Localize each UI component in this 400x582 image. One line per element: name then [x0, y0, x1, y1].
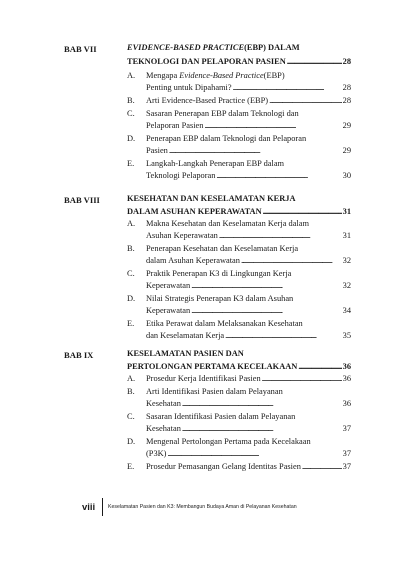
- running-head: Keselamatan Pasien dan K3: Membangun Budaya Aman di Pelayanan Kesehatan: [108, 504, 297, 510]
- chapter-title-line2[interactable]: TEKNOLOGI DAN PELAPORAN PASIEN . . . 28: [127, 57, 351, 67]
- toc-entry-line1: Sasaran Penerapan EBP dalam Teknologi dan: [146, 109, 299, 118]
- page-number: 36: [342, 362, 351, 371]
- toc-entry-line1: Penerapan Kesehatan dan Keselamatan Kerja: [146, 244, 299, 253]
- toc-entry[interactable]: Keperawatan . . . 34: [146, 306, 351, 316]
- toc-entry-line1: Penerapan EBP dalam Teknologi dan Pelaporan: [146, 134, 307, 143]
- toc-entry[interactable]: Kesehatan . . . 37: [146, 424, 351, 434]
- page-number: 28: [342, 57, 351, 66]
- toc-entry-line1: Sasaran Identifikasi Pasien dalam Pelayanan: [146, 412, 296, 421]
- footer-divider: [102, 498, 103, 516]
- toc-entry-line1: Mengapa Evidence-Based Practice (EBP): [146, 71, 285, 80]
- chapter-label: BAB IX: [64, 350, 94, 360]
- toc-entry[interactable]: Arti Evidence-Based Practice (EBP) . . . 28: [146, 96, 351, 106]
- toc-entry[interactable]: Prosedur Pemasangan Gelang Identitas Pasien . . . 37: [146, 462, 351, 472]
- chapter-title-line1: KESELAMATAN PASIEN DAN: [127, 349, 244, 358]
- toc-entry[interactable]: Pasien . . . 29: [146, 146, 351, 156]
- toc-entry[interactable]: Prosedur Kerja Identifikasi Pasien . . . 36: [146, 374, 351, 384]
- toc-entry[interactable]: Penting untuk Dipahami? . . . 28: [146, 83, 351, 93]
- toc-entry[interactable]: dalam Asuhan Keperawatan . . . 32: [146, 256, 351, 266]
- chapter-title-line1: KESEHATAN DAN KESELAMATAN KERJA: [127, 194, 296, 203]
- toc-entry[interactable]: Asuhan Keperawatan . . . 31: [146, 231, 351, 241]
- page-number: 31: [342, 207, 351, 216]
- toc-entry[interactable]: (P3K) . . . 37: [146, 449, 351, 459]
- toc-entry-line1: Langkah-Langkah Penerapan EBP dalam: [146, 159, 285, 168]
- toc-entry-line1: Arti Identifikasi Pasien dalam Pelayanan: [146, 387, 283, 396]
- chapter-title-line2[interactable]: DALAM ASUHAN KEPERAWATAN . . . 31: [127, 207, 351, 217]
- page-footer: [0, 498, 400, 518]
- chapter-title-line2[interactable]: PERTOLONGAN PERTAMA KECELAKAAN . . . 36: [127, 362, 351, 372]
- toc-entry[interactable]: Pelaporan Pasien . . . 29: [146, 121, 351, 131]
- page-folio: viii: [82, 502, 96, 513]
- toc-entry-line1: Makna Kesehatan dan Keselamatan Kerja dalam: [146, 219, 310, 228]
- toc-entry-line1: Praktik Penerapan K3 di Lingkungan Kerja: [146, 269, 292, 278]
- toc-entry[interactable]: dan Keselamatan Kerja . . . 35: [146, 331, 351, 341]
- toc-entry[interactable]: Keperawatan . . . 32: [146, 281, 351, 291]
- chapter-title-line1: EVIDENCE-BASED PRACTICE (EBP) DALAM: [127, 43, 300, 52]
- toc-entry-line1: Mengenal Pertolongan Pertama pada Kecelakaan: [146, 437, 311, 446]
- chapter-label: BAB VIII: [64, 195, 100, 205]
- chapter-label: BAB VII: [64, 44, 97, 54]
- toc-entry[interactable]: Teknologi Pelaporan . . . 30: [146, 171, 351, 181]
- toc-entry-line1: Nilai Strategis Penerapan K3 dalam Asuhan: [146, 294, 294, 303]
- toc-entry[interactable]: Kesehatan . . . 36: [146, 399, 351, 409]
- toc-entry-line1: Etika Perawat dalam Melaksanakan Kesehatan: [146, 319, 303, 328]
